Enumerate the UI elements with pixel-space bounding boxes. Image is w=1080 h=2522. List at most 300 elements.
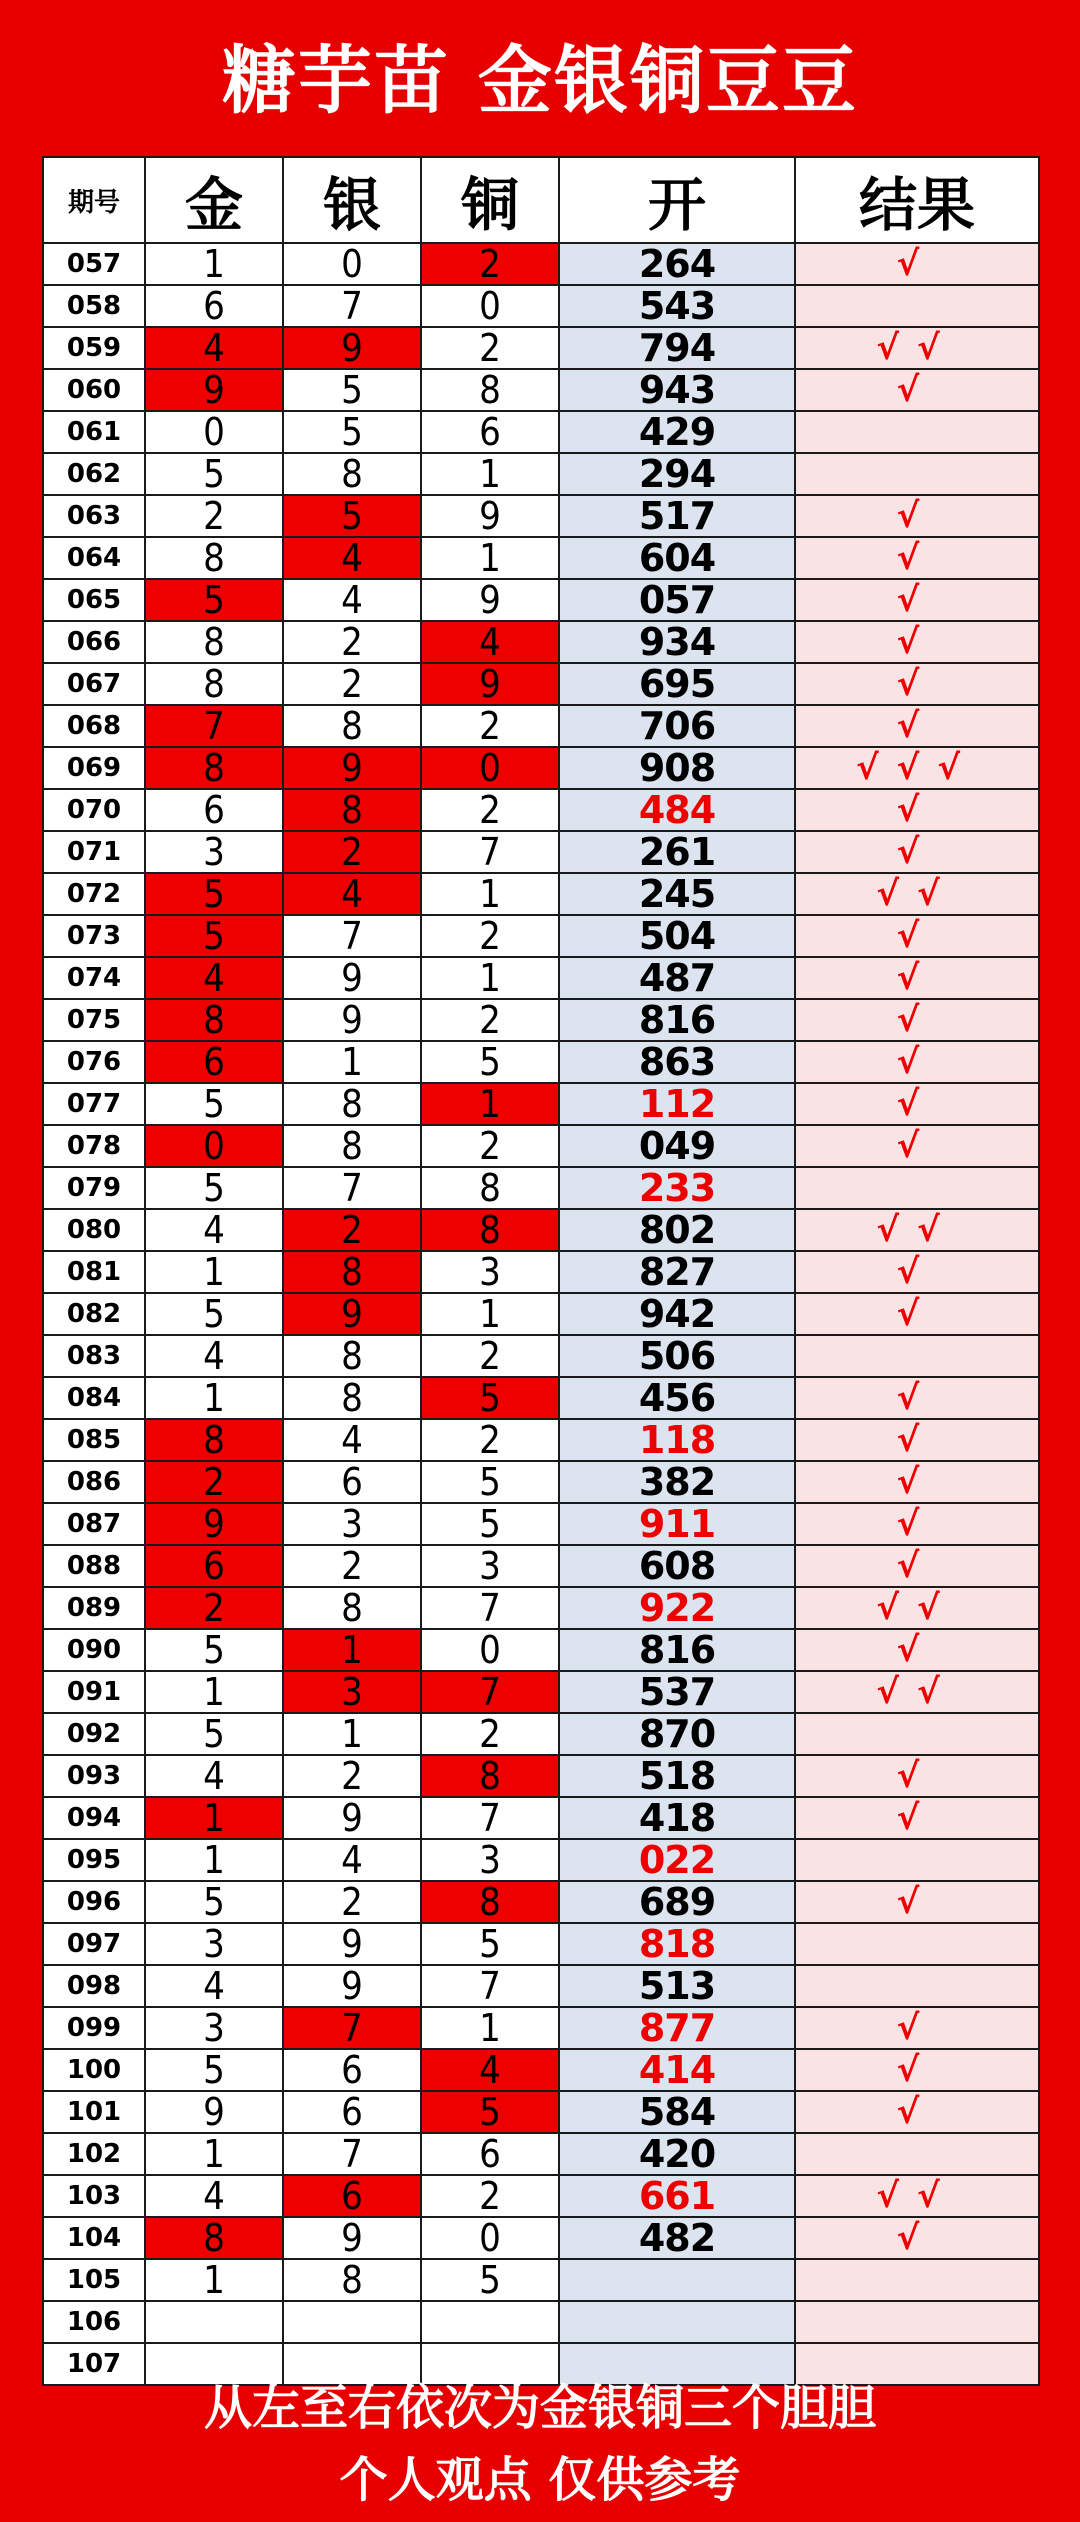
table-row: [43, 2049, 1039, 2091]
result-cell: [795, 1839, 1039, 1881]
period-cell: 085: [43, 1419, 145, 1461]
silver-cell: 7: [283, 2007, 421, 2049]
bronze-cell: 3: [421, 1251, 559, 1293]
result-cell: [795, 1335, 1039, 1377]
gold-cell: 5: [145, 579, 283, 621]
table-row: [43, 1461, 1039, 1503]
bronze-cell: 2: [421, 915, 559, 957]
bronze-cell: 1: [421, 453, 559, 495]
result-cell: √: [795, 1461, 1039, 1503]
period-cell: 068: [43, 705, 145, 747]
result-cell: √√: [795, 327, 1039, 369]
result-cell: √: [795, 537, 1039, 579]
result-cell: √: [795, 1041, 1039, 1083]
draw-cell: 689: [559, 1881, 795, 1923]
period-cell: 095: [43, 1839, 145, 1881]
bronze-cell: 6: [421, 411, 559, 453]
header-bronze: 铜: [421, 157, 559, 243]
bronze-cell: 5: [421, 2091, 559, 2133]
bronze-cell: 7: [421, 1587, 559, 1629]
silver-cell: 6: [283, 1461, 421, 1503]
period-cell: 086: [43, 1461, 145, 1503]
draw-cell: 911: [559, 1503, 795, 1545]
result-cell: √: [795, 789, 1039, 831]
period-cell: 092: [43, 1713, 145, 1755]
table-row: [43, 1629, 1039, 1671]
silver-cell: 3: [283, 1671, 421, 1713]
draw-cell: 233: [559, 1167, 795, 1209]
silver-cell: 8: [283, 1125, 421, 1167]
bronze-cell: 0: [421, 1629, 559, 1671]
gold-cell: 8: [145, 1419, 283, 1461]
bronze-cell: 6: [421, 2133, 559, 2175]
result-cell: [795, 1965, 1039, 2007]
result-cell: √: [795, 2217, 1039, 2259]
table-row: [43, 1965, 1039, 2007]
draw-cell: 943: [559, 369, 795, 411]
draw-cell: 429: [559, 411, 795, 453]
result-cell: √: [795, 957, 1039, 999]
table-row: [43, 411, 1039, 453]
result-cell: √: [795, 1881, 1039, 1923]
silver-cell: 7: [283, 285, 421, 327]
result-cell: √: [795, 1755, 1039, 1797]
table-row: [43, 999, 1039, 1041]
period-cell: 100: [43, 2049, 145, 2091]
draw-cell: 794: [559, 327, 795, 369]
period-cell: 064: [43, 537, 145, 579]
silver-cell: 9: [283, 1965, 421, 2007]
period-cell: 058: [43, 285, 145, 327]
period-cell: 060: [43, 369, 145, 411]
result-cell: √: [795, 495, 1039, 537]
silver-cell: 9: [283, 957, 421, 999]
bronze-cell: 8: [421, 1881, 559, 1923]
period-cell: 105: [43, 2259, 145, 2301]
result-cell: √√: [795, 1209, 1039, 1251]
bronze-cell: 2: [421, 243, 559, 285]
gold-cell: 5: [145, 1629, 283, 1671]
table-row: [43, 2091, 1039, 2133]
gold-cell: 1: [145, 2133, 283, 2175]
period-cell: 107: [43, 2343, 145, 2385]
bronze-cell: 7: [421, 1671, 559, 1713]
silver-cell: 8: [283, 705, 421, 747]
table-row: [43, 621, 1039, 663]
silver-cell: 5: [283, 495, 421, 537]
draw-cell: 294: [559, 453, 795, 495]
table-row: [43, 1041, 1039, 1083]
table-body: [43, 243, 1039, 2385]
silver-cell: 7: [283, 1167, 421, 1209]
silver-cell: 2: [283, 1755, 421, 1797]
result-cell: [795, 1923, 1039, 1965]
silver-cell: 2: [283, 1209, 421, 1251]
result-cell: √: [795, 1125, 1039, 1167]
draw-cell: 420: [559, 2133, 795, 2175]
draw-cell: 382: [559, 1461, 795, 1503]
footer-line-1: 从左至右依次为金银铜三个胆胆: [203, 2380, 876, 2436]
table-row: [43, 2217, 1039, 2259]
gold-cell: 4: [145, 327, 283, 369]
table-row: [43, 957, 1039, 999]
gold-cell: 5: [145, 1713, 283, 1755]
period-cell: 081: [43, 1251, 145, 1293]
bronze-cell: 8: [421, 1167, 559, 1209]
table-row: [43, 243, 1039, 285]
result-cell: √: [795, 1377, 1039, 1419]
result-cell: √: [795, 915, 1039, 957]
gold-cell: 8: [145, 663, 283, 705]
period-cell: 087: [43, 1503, 145, 1545]
period-cell: 069: [43, 747, 145, 789]
table-row: [43, 2133, 1039, 2175]
silver-cell: 9: [283, 327, 421, 369]
draw-cell: 487: [559, 957, 795, 999]
gold-cell: 1: [145, 1251, 283, 1293]
silver-cell: 8: [283, 1083, 421, 1125]
table-row: [43, 1209, 1039, 1251]
draw-cell: 264: [559, 243, 795, 285]
gold-cell: 4: [145, 1209, 283, 1251]
header-row: [43, 157, 1039, 243]
table-row: [43, 1083, 1039, 1125]
silver-cell: 5: [283, 411, 421, 453]
draw-cell: 118: [559, 1419, 795, 1461]
bronze-cell: 1: [421, 537, 559, 579]
period-cell: 094: [43, 1797, 145, 1839]
table-row: [43, 1671, 1039, 1713]
table-row: [43, 369, 1039, 411]
draw-cell: 816: [559, 999, 795, 1041]
header-period: 期号: [43, 157, 145, 243]
bronze-cell: 7: [421, 1965, 559, 2007]
silver-cell: 8: [283, 2259, 421, 2301]
bronze-cell: 2: [421, 789, 559, 831]
gold-cell: 1: [145, 1377, 283, 1419]
table-row: [43, 1797, 1039, 1839]
draw-cell: 827: [559, 1251, 795, 1293]
bronze-cell: 4: [421, 2049, 559, 2091]
result-cell: √√: [795, 1671, 1039, 1713]
result-cell: [795, 1713, 1039, 1755]
draw-cell: 942: [559, 1293, 795, 1335]
bronze-cell: 5: [421, 2259, 559, 2301]
period-cell: 091: [43, 1671, 145, 1713]
silver-cell: 2: [283, 1881, 421, 1923]
silver-cell: 7: [283, 915, 421, 957]
period-cell: 061: [43, 411, 145, 453]
table-row: [43, 1335, 1039, 1377]
period-cell: 098: [43, 1965, 145, 2007]
period-cell: 075: [43, 999, 145, 1041]
bronze-cell: 5: [421, 1377, 559, 1419]
draw-cell: 870: [559, 1713, 795, 1755]
period-cell: 078: [43, 1125, 145, 1167]
table-row: [43, 1377, 1039, 1419]
silver-cell: 8: [283, 1251, 421, 1293]
period-cell: 057: [43, 243, 145, 285]
silver-cell: 5: [283, 369, 421, 411]
result-cell: √: [795, 2049, 1039, 2091]
draw-cell: 414: [559, 2049, 795, 2091]
silver-cell: 6: [283, 2091, 421, 2133]
bronze-cell: 1: [421, 957, 559, 999]
gold-cell: 0: [145, 411, 283, 453]
period-cell: 072: [43, 873, 145, 915]
silver-cell: 7: [283, 2133, 421, 2175]
bronze-cell: 3: [421, 1839, 559, 1881]
silver-cell: 6: [283, 2049, 421, 2091]
period-cell: 103: [43, 2175, 145, 2217]
gold-cell: 9: [145, 369, 283, 411]
bronze-cell: 8: [421, 1209, 559, 1251]
table-row: [43, 2007, 1039, 2049]
period-cell: 074: [43, 957, 145, 999]
result-cell: √: [795, 1293, 1039, 1335]
table-row: [43, 495, 1039, 537]
period-cell: 089: [43, 1587, 145, 1629]
gold-cell: 5: [145, 873, 283, 915]
result-cell: √: [795, 243, 1039, 285]
period-cell: 067: [43, 663, 145, 705]
result-cell: √: [795, 369, 1039, 411]
result-cell: √: [795, 2091, 1039, 2133]
silver-cell: 9: [283, 1923, 421, 1965]
bronze-cell: 2: [421, 1713, 559, 1755]
gold-cell: 6: [145, 789, 283, 831]
result-cell: [795, 2259, 1039, 2301]
poster-title: 糖芋苗 金银铜豆豆: [222, 38, 858, 124]
footer: [0, 2372, 1080, 2522]
gold-cell: 8: [145, 747, 283, 789]
table-row: [43, 663, 1039, 705]
result-cell: √: [795, 1797, 1039, 1839]
gold-cell: 2: [145, 1587, 283, 1629]
period-cell: 088: [43, 1545, 145, 1587]
period-cell: 077: [43, 1083, 145, 1125]
bronze-cell: 5: [421, 1041, 559, 1083]
period-cell: 059: [43, 327, 145, 369]
gold-cell: 4: [145, 1335, 283, 1377]
gold-cell: 5: [145, 1167, 283, 1209]
header-draw: 开: [559, 157, 795, 243]
bronze-cell: 0: [421, 2217, 559, 2259]
draw-cell: 543: [559, 285, 795, 327]
bronze-cell: 2: [421, 2175, 559, 2217]
draw-cell: 482: [559, 2217, 795, 2259]
bronze-cell: 2: [421, 999, 559, 1041]
silver-cell: 4: [283, 537, 421, 579]
result-cell: √: [795, 1503, 1039, 1545]
gold-cell: 4: [145, 1755, 283, 1797]
header-gold: 金: [145, 157, 283, 243]
draw-cell: 608: [559, 1545, 795, 1587]
gold-cell: 3: [145, 831, 283, 873]
period-cell: 084: [43, 1377, 145, 1419]
draw-cell: 908: [559, 747, 795, 789]
silver-cell: 8: [283, 1335, 421, 1377]
gold-cell: 8: [145, 2217, 283, 2259]
gold-cell: 5: [145, 915, 283, 957]
silver-cell: [283, 2301, 421, 2343]
gold-cell: 4: [145, 957, 283, 999]
draw-cell: 584: [559, 2091, 795, 2133]
gold-cell: [145, 2301, 283, 2343]
table-row: [43, 1545, 1039, 1587]
bronze-cell: 4: [421, 621, 559, 663]
gold-cell: 2: [145, 495, 283, 537]
silver-cell: 9: [283, 2217, 421, 2259]
table-row: [43, 1587, 1039, 1629]
bronze-cell: 9: [421, 663, 559, 705]
silver-cell: 4: [283, 1419, 421, 1461]
result-cell: √: [795, 2007, 1039, 2049]
period-cell: 082: [43, 1293, 145, 1335]
result-cell: [795, 411, 1039, 453]
bronze-cell: 9: [421, 579, 559, 621]
draw-cell: 484: [559, 789, 795, 831]
table-row: [43, 1125, 1039, 1167]
silver-cell: 9: [283, 1797, 421, 1839]
bronze-cell: 3: [421, 1545, 559, 1587]
gold-cell: 3: [145, 2007, 283, 2049]
table-row: [43, 537, 1039, 579]
result-cell: √: [795, 1629, 1039, 1671]
draw-cell: 049: [559, 1125, 795, 1167]
period-cell: 065: [43, 579, 145, 621]
silver-cell: 8: [283, 1587, 421, 1629]
table-row: [43, 747, 1039, 789]
gold-cell: 1: [145, 1797, 283, 1839]
silver-cell: 8: [283, 1377, 421, 1419]
silver-cell: 6: [283, 2175, 421, 2217]
silver-cell: 3: [283, 1503, 421, 1545]
result-cell: √: [795, 1419, 1039, 1461]
result-cell: √√√: [795, 747, 1039, 789]
silver-cell: 8: [283, 453, 421, 495]
gold-cell: 6: [145, 1545, 283, 1587]
table-row: [43, 1923, 1039, 1965]
draw-cell: 695: [559, 663, 795, 705]
draw-cell: 057: [559, 579, 795, 621]
bronze-cell: 1: [421, 2007, 559, 2049]
draw-cell: 518: [559, 1755, 795, 1797]
header-result: 结果: [795, 157, 1039, 243]
gold-cell: 1: [145, 2259, 283, 2301]
draw-cell: 517: [559, 495, 795, 537]
result-cell: [795, 2301, 1039, 2343]
draw-cell: 261: [559, 831, 795, 873]
table-row: [43, 1713, 1039, 1755]
gold-cell: 5: [145, 2049, 283, 2091]
bronze-cell: 0: [421, 747, 559, 789]
result-cell: √√: [795, 1587, 1039, 1629]
gold-cell: 5: [145, 1293, 283, 1335]
gold-cell: 6: [145, 285, 283, 327]
bronze-cell: 2: [421, 1125, 559, 1167]
bronze-cell: 9: [421, 495, 559, 537]
bronze-cell: 1: [421, 873, 559, 915]
period-cell: 066: [43, 621, 145, 663]
bronze-cell: 1: [421, 1293, 559, 1335]
silver-cell: 4: [283, 579, 421, 621]
gold-cell: 8: [145, 537, 283, 579]
gold-cell: 1: [145, 243, 283, 285]
bronze-cell: 2: [421, 1419, 559, 1461]
table-row: [43, 327, 1039, 369]
table-row: [43, 1503, 1039, 1545]
bronze-cell: 7: [421, 1797, 559, 1839]
gold-cell: 9: [145, 1503, 283, 1545]
period-cell: 070: [43, 789, 145, 831]
silver-cell: 1: [283, 1041, 421, 1083]
table-row: [43, 2301, 1039, 2343]
period-cell: 071: [43, 831, 145, 873]
table-row: [43, 1419, 1039, 1461]
silver-cell: 2: [283, 831, 421, 873]
draw-cell: 604: [559, 537, 795, 579]
gold-cell: 5: [145, 1083, 283, 1125]
silver-cell: 1: [283, 1629, 421, 1671]
result-cell: √: [795, 621, 1039, 663]
header-silver: 银: [283, 157, 421, 243]
bronze-cell: 8: [421, 369, 559, 411]
table-row: [43, 1293, 1039, 1335]
draw-cell: 802: [559, 1209, 795, 1251]
period-cell: 101: [43, 2091, 145, 2133]
table-row: [43, 915, 1039, 957]
bronze-cell: 5: [421, 1461, 559, 1503]
gold-cell: 4: [145, 1965, 283, 2007]
table-row: [43, 2259, 1039, 2301]
draw-cell: 456: [559, 1377, 795, 1419]
result-cell: √: [795, 1251, 1039, 1293]
result-cell: √: [795, 999, 1039, 1041]
prediction-table: [42, 156, 1040, 2386]
draw-cell: 504: [559, 915, 795, 957]
bronze-cell: [421, 2301, 559, 2343]
footer-line-2: 个人观点 仅供参考: [339, 2452, 741, 2508]
period-cell: 083: [43, 1335, 145, 1377]
silver-cell: 1: [283, 1713, 421, 1755]
result-cell: [795, 1167, 1039, 1209]
bronze-cell: 2: [421, 327, 559, 369]
draw-cell: 922: [559, 1587, 795, 1629]
silver-cell: 0: [283, 243, 421, 285]
table-row: [43, 1167, 1039, 1209]
bronze-cell: 7: [421, 831, 559, 873]
table-row: [43, 1881, 1039, 1923]
bronze-cell: 2: [421, 705, 559, 747]
draw-cell: 245: [559, 873, 795, 915]
gold-cell: 9: [145, 2091, 283, 2133]
table-row: [43, 2175, 1039, 2217]
period-cell: 080: [43, 1209, 145, 1251]
silver-cell: 4: [283, 1839, 421, 1881]
period-cell: 102: [43, 2133, 145, 2175]
result-cell: [795, 2133, 1039, 2175]
draw-cell: 112: [559, 1083, 795, 1125]
gold-cell: 4: [145, 2175, 283, 2217]
period-cell: 090: [43, 1629, 145, 1671]
table-row: [43, 453, 1039, 495]
period-cell: 063: [43, 495, 145, 537]
silver-cell: 8: [283, 789, 421, 831]
period-cell: 099: [43, 2007, 145, 2049]
draw-cell: 816: [559, 1629, 795, 1671]
draw-cell: 818: [559, 1923, 795, 1965]
